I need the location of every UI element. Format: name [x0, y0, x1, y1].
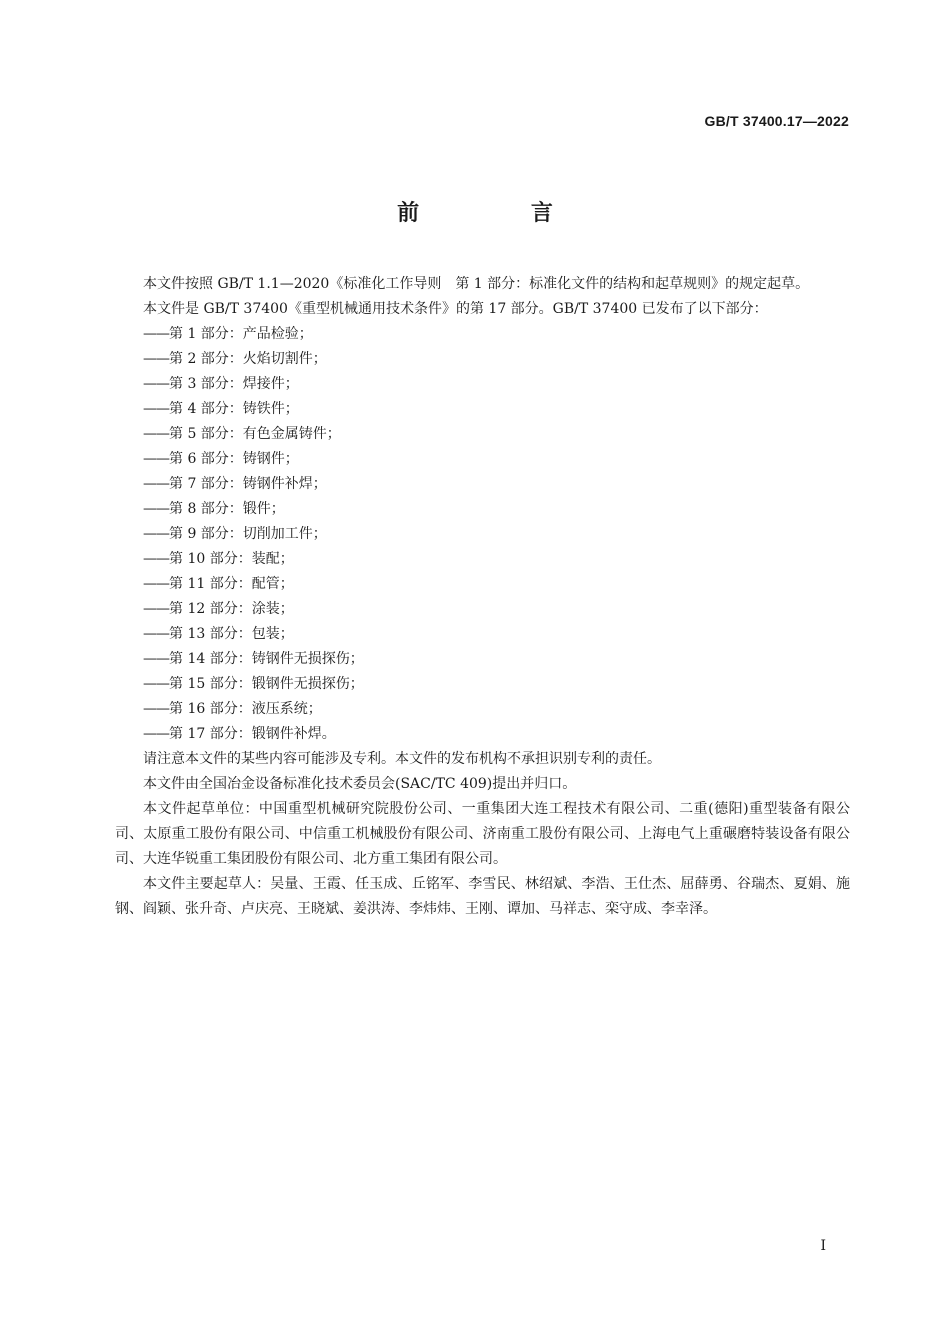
list-dash: —— [143, 626, 169, 642]
part-label: 第 16 部分：液压系统； [169, 701, 322, 717]
paragraph-committee: 本文件由全国冶金设备标准化技术委员会(SAC/TC 409)提出并归口。 [143, 776, 577, 792]
list-dash: —— [143, 726, 169, 742]
standard-code: GB/T 37400.17—2022 [704, 113, 849, 129]
list-item [115, 447, 850, 472]
part-label: 第 5 部分：有色金属铸件； [169, 426, 341, 442]
list-item [115, 397, 850, 422]
list-dash: —— [143, 551, 169, 567]
page-number: I [820, 1238, 826, 1254]
list-dash: —— [143, 326, 169, 342]
list-item [115, 597, 850, 622]
list-dash: —— [143, 426, 169, 442]
paragraph-series-intro: 本文件是 GB/T 37400《重型机械通用技术条件》的第 17 部分。GB/T 37400 已发布了以下部分： [143, 301, 768, 317]
page-title: 前 言 [397, 201, 605, 226]
part-label: 第 1 部分：产品检验； [169, 326, 313, 342]
list-item [115, 472, 850, 497]
list-item [115, 572, 850, 597]
list-item [115, 522, 850, 547]
part-label: 第 14 部分：铸钢件无损探伤； [169, 651, 364, 667]
list-item [115, 497, 850, 522]
list-dash: —— [143, 451, 169, 467]
part-label: 第 13 部分：包装； [169, 626, 294, 642]
part-label: 第 17 部分：锻钢件补焊。 [169, 726, 336, 742]
list-dash: —— [143, 351, 169, 367]
list-dash: —— [143, 601, 169, 617]
part-label: 第 9 部分：切削加工件； [169, 526, 327, 542]
list-dash: —— [143, 701, 169, 717]
list-item [115, 347, 850, 372]
list-item [115, 672, 850, 697]
list-dash: —— [143, 651, 169, 667]
list-dash: —— [143, 526, 169, 542]
part-label: 第 4 部分：铸铁件； [169, 401, 299, 417]
list-item [115, 722, 850, 747]
foreword-body [115, 272, 850, 922]
list-item [115, 372, 850, 397]
paragraph-drafting-rules: 本文件按照 GB/T 1.1—2020《标准化工作导则 第 1 部分：标准化文件的结构和起草规则》的规定起草。 [143, 276, 810, 292]
list-dash: —— [143, 676, 169, 692]
list-dash: —— [143, 401, 169, 417]
paragraph-patent-notice: 请注意本文件的某些内容可能涉及专利。本文件的发布机构不承担识别专利的责任。 [143, 751, 661, 767]
parts-list [115, 322, 850, 747]
part-label: 第 11 部分：配管； [169, 576, 294, 592]
list-item [115, 422, 850, 447]
part-label: 第 2 部分：火焰切割件； [169, 351, 327, 367]
list-dash: —— [143, 476, 169, 492]
part-label: 第 10 部分：装配； [169, 551, 294, 567]
part-label: 第 8 部分：锻件； [169, 501, 285, 517]
list-item [115, 322, 850, 347]
list-dash: —— [143, 376, 169, 392]
part-label: 第 15 部分：锻钢件无损探伤； [169, 676, 364, 692]
list-dash: —— [143, 501, 169, 517]
list-item [115, 547, 850, 572]
part-label: 第 6 部分：铸钢件； [169, 451, 299, 467]
paragraph-drafters: 本文件主要起草人：吴量、王霞、任玉成、丘铭军、李雪民、林绍斌、李浩、王仕杰、屈薛勇、谷瑞杰、夏娟、施钢、阎颖、张升奇、卢庆亮、王晓斌、姜洪涛、李炜炜、王刚、谭加、马祥志、栾守成、李幸泽。 [115, 876, 850, 917]
list-item [115, 622, 850, 647]
list-item [115, 647, 850, 672]
part-label: 第 12 部分：涂装； [169, 601, 294, 617]
part-label: 第 7 部分：铸钢件补焊； [169, 476, 327, 492]
list-dash: —— [143, 576, 169, 592]
part-label: 第 3 部分：焊接件； [169, 376, 299, 392]
list-item [115, 697, 850, 722]
paragraph-drafting-units: 本文件起草单位：中国重型机械研究院股份公司、一重集团大连工程技术有限公司、二重(德阳)重型装备有限公司、太原重工股份有限公司、中信重工机械股份有限公司、济南重工股份有限公司、上海电气上重碾磨特装设备有限公司、大连华锐重工集团股份有限公司、北方重工集团有限公司。 [115, 801, 850, 867]
